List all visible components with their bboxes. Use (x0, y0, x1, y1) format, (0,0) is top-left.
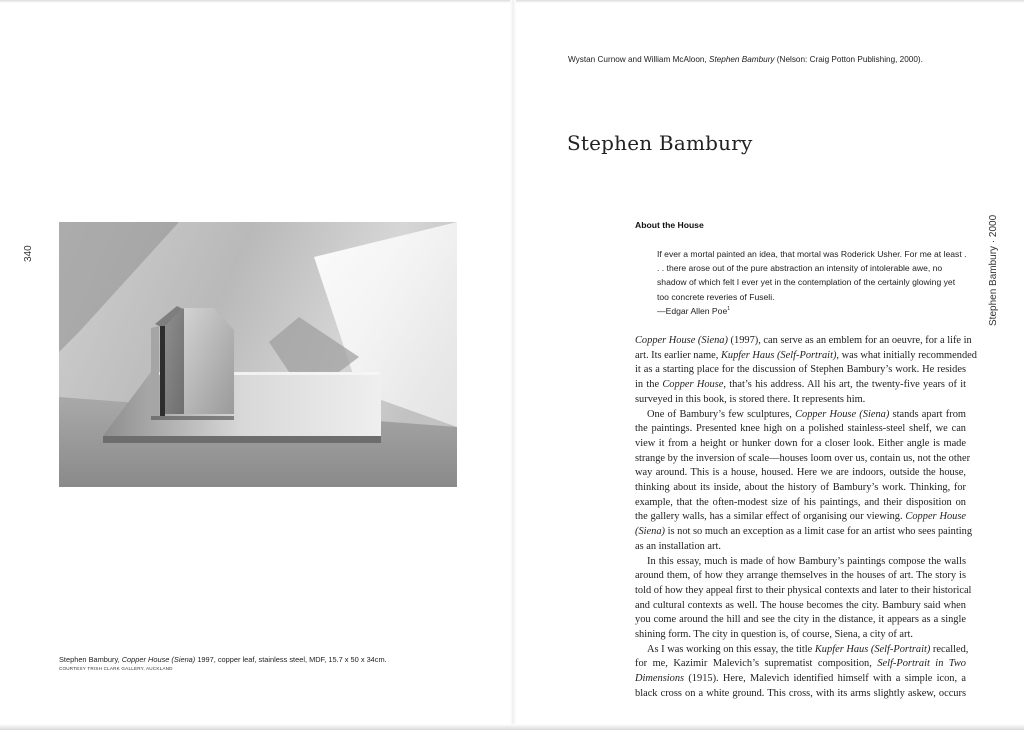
text-run: in the (635, 379, 663, 391)
body-text-line (635, 363, 966, 378)
text-run: art. Its earlier name, (635, 349, 721, 361)
text-run: way around. This is a house, housed. Here we are indoors, outside the house, (635, 467, 966, 479)
text-run: is not so much an exception as a limit case for an artist who sees painting (665, 526, 973, 538)
text-run: around them, of how they arrange themselves in the houses of art. The story is (635, 570, 966, 582)
bibliographic-reference (568, 54, 998, 65)
text-run: for me, Kazimir Malevich’s suprematist composition, (635, 658, 878, 670)
text-run: the paintings. Presented knee high on a polished stainless-steel shelf, we can (635, 423, 966, 435)
epigraph (657, 247, 969, 318)
italic-title: Kupfer Haus (Self-Portrait) (720, 349, 837, 361)
epigraph-quote: If ever a mortal painted an idea, that mortal was Roderick Usher. For me at least . . . there arose out of the pure abstraction an intensity of intolerable awe, no shadow of which felt I ever yet in the contemplation of the certainly glowing yet too concrete reveries of Fuseli. (657, 249, 967, 302)
body-text-line (635, 393, 966, 408)
book-gutter (510, 0, 516, 730)
body-text-line (635, 525, 973, 540)
photo-credit: COURTESY TRISH CLARK GALLERY, AUCKLAND (59, 666, 173, 671)
text-run: view it from a height or hunker down for a closer look. Either angle is made (635, 437, 966, 449)
italic-title: Copper House (662, 379, 724, 391)
italic-title: Copper House (Siena) (795, 408, 890, 420)
body-text-line (635, 657, 966, 672)
page-number: 340 (23, 245, 34, 262)
body-text-line (635, 422, 966, 437)
text-run: it as a starting place for the discussion of Stephen Bambury’s work. He resides (635, 364, 966, 376)
photo-caption (59, 655, 489, 665)
text-run: surveyed in this book, is stored there. It represents him. (635, 393, 866, 405)
body-text-line (635, 540, 966, 555)
section-heading: About the House (635, 220, 704, 230)
chapter-title: Stephen Bambury (567, 131, 753, 155)
page-bottom-edge (0, 724, 1024, 730)
body-text-line (635, 672, 966, 687)
italic-title: (Siena) (635, 526, 666, 538)
text-run: One of Bambury’s few sculptures, (647, 408, 796, 420)
body-text-line (635, 555, 966, 570)
body-text-line (635, 334, 972, 349)
italic-title: Copper House (Siena) (635, 335, 728, 346)
text-run: black cross on a white ground. This cross, with its arms slightly askew, occurs (635, 687, 966, 699)
text-run: told of how they appeal first to their physical contexts and later to their historical (635, 584, 972, 596)
text-run: (1915). Here, Malevich identified himself with a simple icon, a (684, 673, 966, 685)
body-text-line (635, 687, 966, 702)
caption-text: Stephen Bambury, (59, 655, 122, 664)
essay-body (635, 334, 977, 702)
body-text-line (635, 584, 972, 599)
text-run: as an installation art. (635, 540, 721, 552)
body-text-line (635, 378, 966, 393)
caption-artwork-title: Copper House (Siena) (121, 655, 196, 664)
italic-title: Kupfer Haus (Self-Portrait) (814, 643, 931, 655)
running-head: Stephen Bambury · 2000 (988, 214, 999, 326)
body-text-line (635, 408, 966, 423)
body-text-line (635, 569, 966, 584)
reference-book-title: Stephen Bambury (708, 55, 775, 64)
text-run: thinking about its inside, about the history of Bambury’s work. Thinking, for (635, 482, 966, 494)
italic-title: Copper House (905, 511, 966, 523)
text-run: As I was working on this essay, the title (647, 643, 815, 655)
sculpture-photograph (59, 222, 457, 487)
italic-title: Self-Portrait in Two (877, 658, 966, 670)
body-text-line (635, 643, 969, 658)
text-run: shining form. The city in question is, of course, Siena, a city of art. (635, 629, 913, 641)
text-run: recalled, (930, 643, 969, 655)
reference-authors: Wystan Curnow and William McAloon, (568, 55, 709, 64)
epigraph-attribution (657, 304, 969, 318)
text-run: strange by the inversion of scale—houses loom over us, contain us, not the other (635, 452, 971, 464)
body-text-line (635, 349, 977, 364)
text-run: (1997), can serve as an emblem for an oeuvre, for a life in (727, 335, 972, 346)
caption-details: 1997, copper leaf, stainless steel, MDF, 15.7 x 50 x 34cm. (195, 655, 387, 664)
footnote-marker: 1 (727, 305, 731, 312)
text-run: stands apart from (889, 408, 966, 420)
body-text-line (635, 481, 966, 496)
text-run: you come around the hill and see the city in the distance, it appears as a single (635, 614, 966, 626)
body-text-line (635, 496, 966, 511)
body-text-line (635, 466, 966, 481)
body-text-line (635, 613, 966, 628)
italic-title: Dimensions (635, 673, 685, 685)
body-text-line (635, 437, 966, 452)
text-run: , that’s his address. All his art, the twenty-five years of it (723, 379, 966, 391)
text-run: , was what initially recommended (836, 349, 977, 361)
body-text-line (635, 599, 966, 614)
text-run: example, that the often-modest size of his paintings, and their disposition on (635, 496, 966, 508)
epigraph-author: —Edgar Allen Poe (657, 305, 728, 316)
text-run: the gallery walls, has a similar effect of organising our viewing. (635, 511, 906, 523)
body-text-line (635, 510, 966, 525)
body-text-line (635, 452, 971, 467)
reference-publisher: (Nelson: Craig Potton Publishing, 2000). (774, 55, 923, 64)
text-run: In this essay, much is made of how Bambury’s paintings compose the walls (647, 555, 966, 567)
text-run: and cultural contexts as well. The house becomes the city. Bambury said when (635, 599, 966, 611)
body-text-line (635, 628, 966, 643)
